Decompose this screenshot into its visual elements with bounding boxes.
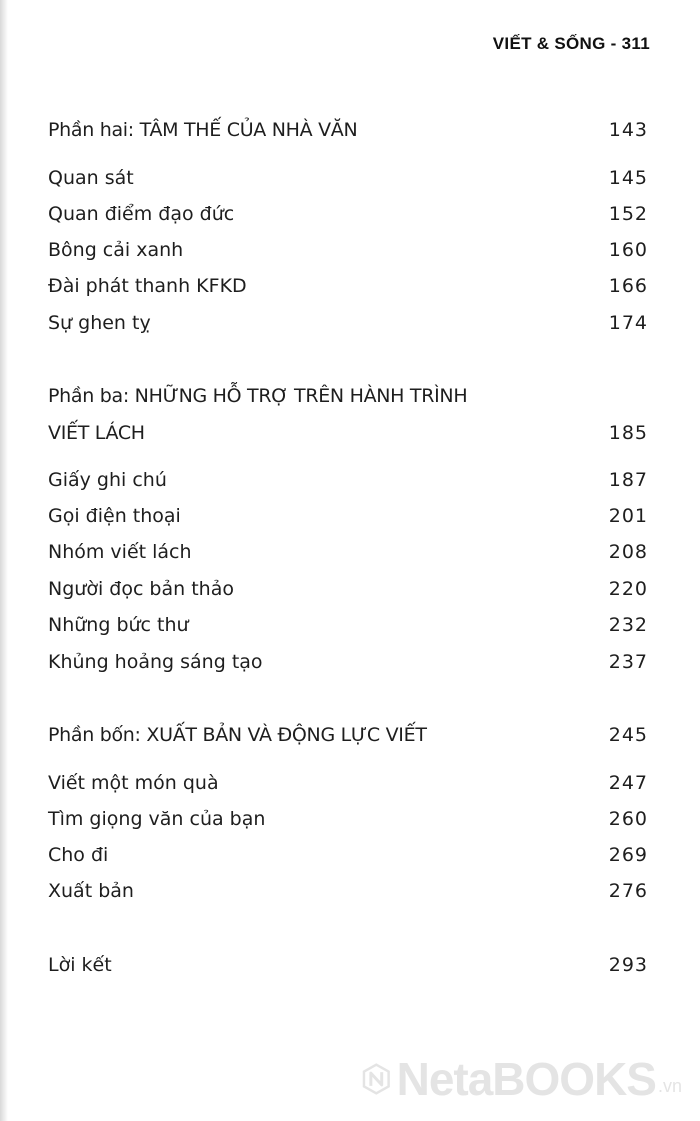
chapter-title: Nhóm viết lách <box>48 541 192 563</box>
chapter-title: Bông cải xanh <box>48 239 184 261</box>
page-number: 145 <box>608 167 648 189</box>
watermark-brand: NetaBOOKS <box>396 1053 656 1105</box>
page-number: 260 <box>608 808 648 830</box>
page-number: 293 <box>608 954 648 976</box>
toc-item <box>48 610 648 640</box>
page-number: 247 <box>608 772 648 794</box>
toc-item <box>48 235 648 265</box>
netabooks-logo-icon <box>362 1047 391 1111</box>
watermark <box>362 1044 682 1114</box>
chapter-title: Những bức thư <box>48 614 189 636</box>
toc-item <box>48 501 648 531</box>
page-number: 237 <box>608 651 648 673</box>
page-number: 160 <box>608 239 648 261</box>
toc-item <box>48 647 648 677</box>
page-number: 185 <box>608 422 648 444</box>
chapter-title: Khủng hoảng sáng tạo <box>48 651 263 673</box>
chapter-title: Lời kết <box>48 954 112 976</box>
watermark-suffix: .vn <box>657 1075 682 1096</box>
page-number: 208 <box>608 541 648 563</box>
chapter-title: Xuất bản <box>48 880 134 902</box>
toc-item <box>48 199 648 229</box>
toc-item <box>48 308 648 338</box>
page-number: 143 <box>608 119 648 141</box>
chapter-title: Tìm giọng văn của bạn <box>48 808 266 830</box>
page-number: 245 <box>608 724 648 746</box>
toc-item <box>48 876 648 906</box>
page-number: 232 <box>608 614 648 636</box>
section-title: Phần ba: NHỮNG HỖ TRỢ TRÊN HÀNH TRÌNH <box>48 385 468 407</box>
page-number: 166 <box>608 275 648 297</box>
section-title: Phần hai: TÂM THẾ CỦA NHÀ VĂN <box>48 119 358 141</box>
toc-section-part3-line2 <box>48 418 648 448</box>
toc-section-part3-line1 <box>48 381 648 411</box>
toc-item <box>48 537 648 567</box>
running-head: VIẾT & SỐNG - 311 <box>492 34 650 53</box>
section-title: Phần bốn: XUẤT BẢN VÀ ĐỘNG LỰC VIẾT <box>48 724 427 746</box>
section-title: VIẾT LÁCH <box>48 422 145 444</box>
toc-epilogue <box>48 950 648 980</box>
page-number: 174 <box>608 312 648 334</box>
toc-section-part2 <box>48 115 648 145</box>
toc-item <box>48 840 648 870</box>
page-edge-shadow <box>0 0 8 1121</box>
toc-item <box>48 163 648 193</box>
chapter-title: Gọi điện thoại <box>48 505 181 527</box>
toc-item <box>48 574 648 604</box>
chapter-title: Quan sát <box>48 167 134 189</box>
chapter-title: Sự ghen tỵ <box>48 312 151 334</box>
chapter-title: Viết một món quà <box>48 772 219 794</box>
page-number: 201 <box>608 505 648 527</box>
chapter-title: Cho đi <box>48 844 109 866</box>
toc-item <box>48 804 648 834</box>
toc-section-part4 <box>48 720 648 750</box>
toc-item <box>48 465 648 495</box>
chapter-title: Giấy ghi chú <box>48 469 167 491</box>
page-number: 269 <box>608 844 648 866</box>
page-number: 276 <box>608 880 648 902</box>
page-number: 152 <box>608 203 648 225</box>
chapter-title: Quan điểm đạo đức <box>48 203 235 225</box>
chapter-title: Người đọc bản thảo <box>48 578 234 600</box>
page-number: 220 <box>608 578 648 600</box>
toc-item <box>48 768 648 798</box>
toc-item <box>48 271 648 301</box>
page-number: 187 <box>608 469 648 491</box>
chapter-title: Đài phát thanh KFKD <box>48 275 247 297</box>
